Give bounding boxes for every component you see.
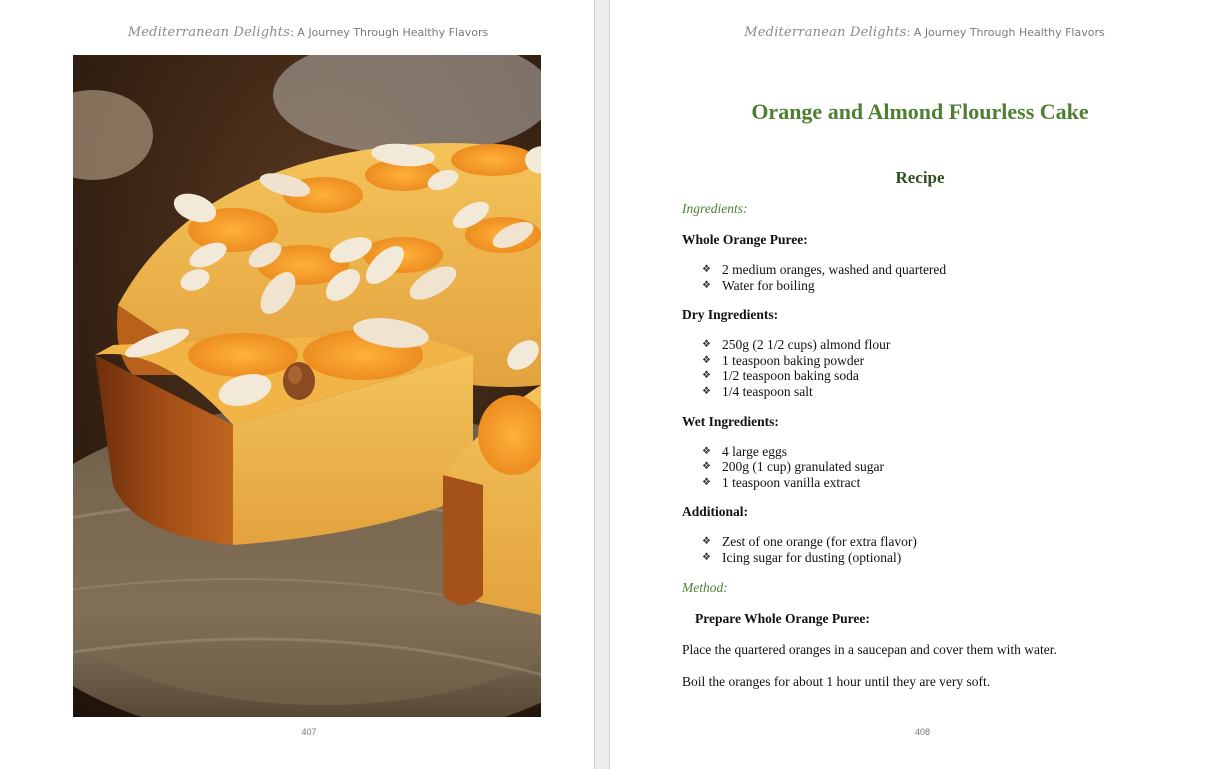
recipe-heading: Recipe [895,168,945,187]
ingredient-text: 200g (1 cup) granulated sugar [722,459,884,475]
ingredient-text: Water for boiling [722,277,815,293]
list-item [702,475,1152,491]
list-item [702,337,1152,353]
running-header [11,25,594,40]
recipe-title: Orange and Almond Flourless Cake [751,99,1089,124]
page-gutter [594,0,610,769]
group-title-dry-ingredients: Dry Ingredients: [682,307,779,323]
ingredient-list [682,262,1152,293]
method-label: Method: [682,579,728,595]
group-title-additional: Additional: [682,504,749,520]
header-subtitle: : A Journey Through Healthy Flavors [906,26,1105,39]
ingredient-text: 1/4 teaspoon salt [722,383,813,399]
diamond-bullet-icon: ❖ [702,536,711,548]
ingredient-text: Icing sugar for dusting (optional) [722,549,902,565]
running-header [627,25,1205,40]
ingredients-label: Ingredients: [682,201,748,216]
diamond-bullet-icon: ❖ [702,551,711,563]
list-item [702,368,1152,384]
cake-photo [73,55,541,717]
ingredient-text: 2 medium oranges, washed and quartered [722,262,947,277]
diamond-bullet-icon: ❖ [702,370,711,382]
left-page [0,0,594,769]
group-title-wet-ingredients: Wet Ingredients: [682,413,779,429]
diamond-bullet-icon: ❖ [702,461,711,473]
list-item [702,459,1152,475]
ingredient-text: 4 large eggs [722,443,787,459]
method-paragraph: Place the quartered oranges in a saucepan and cover them with water. [682,641,1057,657]
diamond-bullet-icon: ❖ [702,476,711,488]
ingredient-text: 1/2 teaspoon baking soda [722,368,859,384]
ingredient-list [682,337,1152,399]
ingredient-text: Zest of one orange (for extra flavor) [722,534,917,550]
right-page [610,0,1205,769]
ingredient-list [682,444,1152,491]
method-paragraph: Boil the oranges for about 1 hour until they are very soft. [682,673,991,689]
method-step-title: Prepare Whole Orange Puree: [695,610,870,626]
list-item [702,353,1152,369]
ingredient-list [682,534,1152,565]
recipe-content [682,200,1152,705]
diamond-bullet-icon: ❖ [702,264,711,275]
diamond-bullet-icon: ❖ [702,354,711,366]
header-book-title: Mediterranean Delights [127,25,291,40]
list-item [702,384,1152,400]
list-item [702,550,1152,566]
page-number: 407 [301,727,317,737]
diamond-bullet-icon: ❖ [702,385,711,397]
list-item [702,262,1152,278]
diamond-bullet-icon: ❖ [702,279,711,291]
diamond-bullet-icon: ❖ [702,339,711,351]
list-item [702,534,1152,550]
header-subtitle: : A Journey Through Healthy Flavors [290,26,489,39]
group-title-whole-orange-puree: Whole Orange Puree: [682,232,808,247]
ingredient-text: 1 teaspoon vanilla extract [722,474,861,490]
ingredient-text: 1 teaspoon baking powder [722,352,865,368]
diamond-bullet-icon: ❖ [702,445,711,457]
list-item [702,444,1152,460]
ingredient-text: 250g (2 1/2 cups) almond flour [722,337,891,353]
list-item [702,278,1152,294]
header-book-title: Mediterranean Delights [744,25,907,40]
page-number: 408 [914,727,931,737]
